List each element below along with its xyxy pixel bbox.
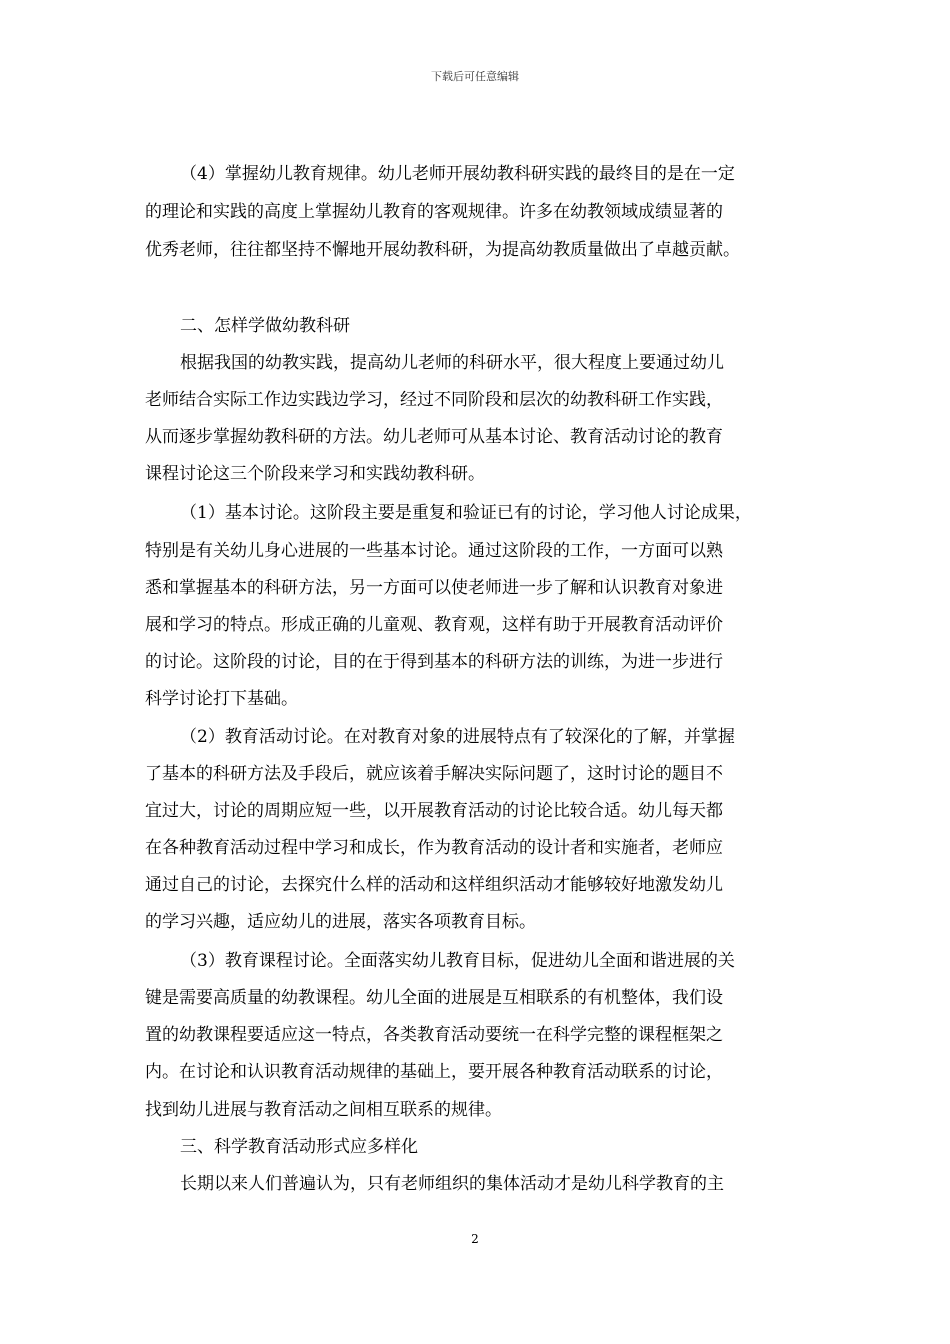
text-line: 置的幼教课程要适应这一特点，各类教育活动要统一在科学完整的课程框架之 bbox=[145, 1025, 723, 1045]
text-line: 找到幼儿进展与教育活动之间相互联系的规律。 bbox=[145, 1100, 502, 1120]
text-line: 课程讨论这三个阶段来学习和实践幼教科研。 bbox=[145, 464, 485, 484]
text-line: 的理论和实践的高度上掌握幼儿教育的客观规律。许多在幼教领域成绩显著的 bbox=[145, 202, 723, 222]
text-line: 的讨论。这阶段的讨论，目的在于得到基本的科研方法的训练，为进一步进行 bbox=[145, 652, 723, 672]
text-line: 科学讨论打下基础。 bbox=[145, 689, 298, 709]
text-line: 从而逐步掌握幼教科研的方法。幼儿老师可从基本讨论、教育活动讨论的教育 bbox=[145, 427, 723, 447]
text-line: 根据我国的幼教实践，提高幼儿老师的科研水平，很大程度上要通过幼儿 bbox=[180, 353, 724, 373]
text-line: 通过自己的讨论，去探究什么样的活动和这样组织活动才能够较好地激发幼儿 bbox=[145, 875, 723, 895]
section-heading: 二、怎样学做幼教科研 bbox=[180, 316, 350, 336]
text-line: 悉和掌握基本的科研方法，另一方面可以使老师进一步了解和认识教育对象进 bbox=[145, 578, 723, 598]
text-line: 优秀老师，往往都坚持不懈地开展幼教科研，为提高幼教质量做出了卓越贡献。 bbox=[145, 240, 740, 260]
text-line: 了基本的科研方法及手段后，就应该着手解决实际问题了，这时讨论的题目不 bbox=[145, 764, 723, 784]
text-line: 长期以来人们普遍认为，只有老师组织的集体活动才是幼儿科学教育的主 bbox=[180, 1174, 724, 1194]
text-line: 老师结合实际工作边实践边学习，经过不同阶段和层次的幼教科研工作实践， bbox=[145, 390, 723, 410]
page-number: 2 bbox=[471, 1232, 479, 1246]
text-line: 在各种教育活动过程中学习和成长，作为教育活动的设计者和实施者，老师应 bbox=[145, 838, 723, 858]
text-line: 的学习兴趣，适应幼儿的进展，落实各项教育目标。 bbox=[145, 912, 536, 932]
text-line: （4）掌握幼儿教育规律。幼儿老师开展幼教科研实践的最终目的是在一定 bbox=[180, 164, 735, 184]
text-line: （3）教育课程讨论。全面落实幼儿教育目标，促进幼儿全面和谐进展的关 bbox=[180, 951, 735, 971]
text-line: （2）教育活动讨论。在对教育对象的进展特点有了较深化的了解，并掌握 bbox=[180, 727, 735, 747]
text-line: 宜过大，讨论的周期应短一些，以开展教育活动的讨论比较合适。幼儿每天都 bbox=[145, 801, 723, 821]
page-header: 下载后可任意编辑 bbox=[431, 70, 519, 83]
text-line: 展和学习的特点。形成正确的儿童观、教育观，这样有助于开展教育活动评价 bbox=[145, 615, 723, 635]
text-line: （1）基本讨论。这阶段主要是重复和验证已有的讨论，学习他人讨论成果， bbox=[180, 503, 752, 523]
text-line: 特别是有关幼儿身心进展的一些基本讨论。通过这阶段的工作，一方面可以熟 bbox=[145, 541, 723, 561]
section-heading: 三、科学教育活动形式应多样化 bbox=[180, 1137, 418, 1157]
text-line: 键是需要高质量的幼教课程。幼儿全面的进展是互相联系的有机整体，我们设 bbox=[145, 988, 723, 1008]
text-line: 内。在讨论和认识教育活动规律的基础上，要开展各种教育活动联系的讨论， bbox=[145, 1062, 723, 1082]
